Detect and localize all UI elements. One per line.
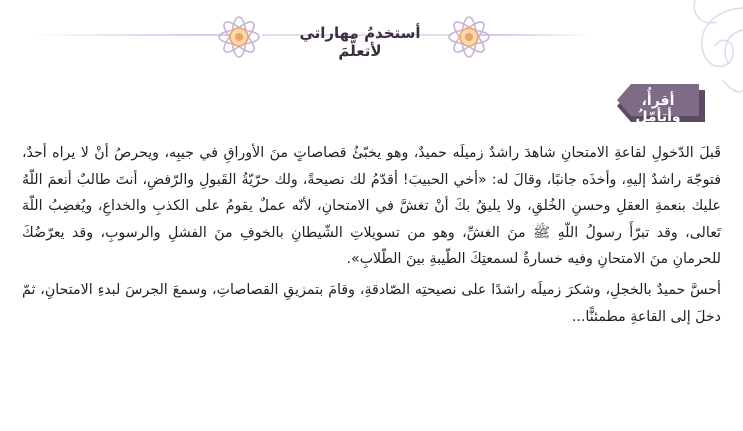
section-tab-label: أقرأُ، وأتأمّلُ: [635, 93, 681, 125]
header-title: أستخدمُ مهاراتي لأتعلَّمَ: [299, 24, 421, 60]
header-divider-left: [30, 34, 240, 36]
page-header: [0, 0, 743, 70]
rosette-ornament-left: [214, 12, 264, 62]
story-paragraph-1: قَبلَ الدّخولِ لقاعةِ الامتحانِ شاهدَ راشدٌ زميلَه حميدٌ، وهو يخبّئُ قصاصاتٍ منَ الأوراقِ في جيبِه، ويحرصُ أنْ لا يراه أحدٌ، فتوجّهَ راشدٌ إليهِ، وأخذَه جانبًا، وقالَ له: «أخي الحبيبَ! أقدّمُ لك نصيحةً، ولك حرّيّةُ القَبولِ والرّفضِ، أنتَ طالبٌ أنعمَ اللّهُ عليك بنعمةِ العقلِ وحسنِ الخُلقِ، ولا يليقُ بكَ أنْ تغشَّ في الامتحانِ، لأنّه عملٌ يقومُ على الكذبِ والخداعِ، ويُغضِبُ اللّهَ تَعالى، وقد تبرّأَ رسولُ اللّهِ ﷺ منَ الغشِّ، وهو من تسويلاتِ الشّيطانِ بالخوفِ منَ الفشلِ والرسوبِ، وقد يعرّضُكَ للحرمانِ منَ الامتحانِ وفيه خسارةٌ لسمعتِكَ الطّيبةِ بينَ الطّلابِ».: [22, 145, 721, 268]
rosette-ornament-right: [444, 12, 494, 62]
story-text: [22, 140, 721, 330]
story-paragraph-2: أحسَّ حميدٌ بالخجلِ، وشكرَ زميلَه راشدًا على نصيحتِه الصّادقةِ، وقامَ بتمزيقِ القصاصاتِ، وسمعَ الجرسَ لبدءِ الامتحانِ، ثمّ دخلَ إلى القاعةِ مطمئنًّا...: [22, 281, 721, 325]
